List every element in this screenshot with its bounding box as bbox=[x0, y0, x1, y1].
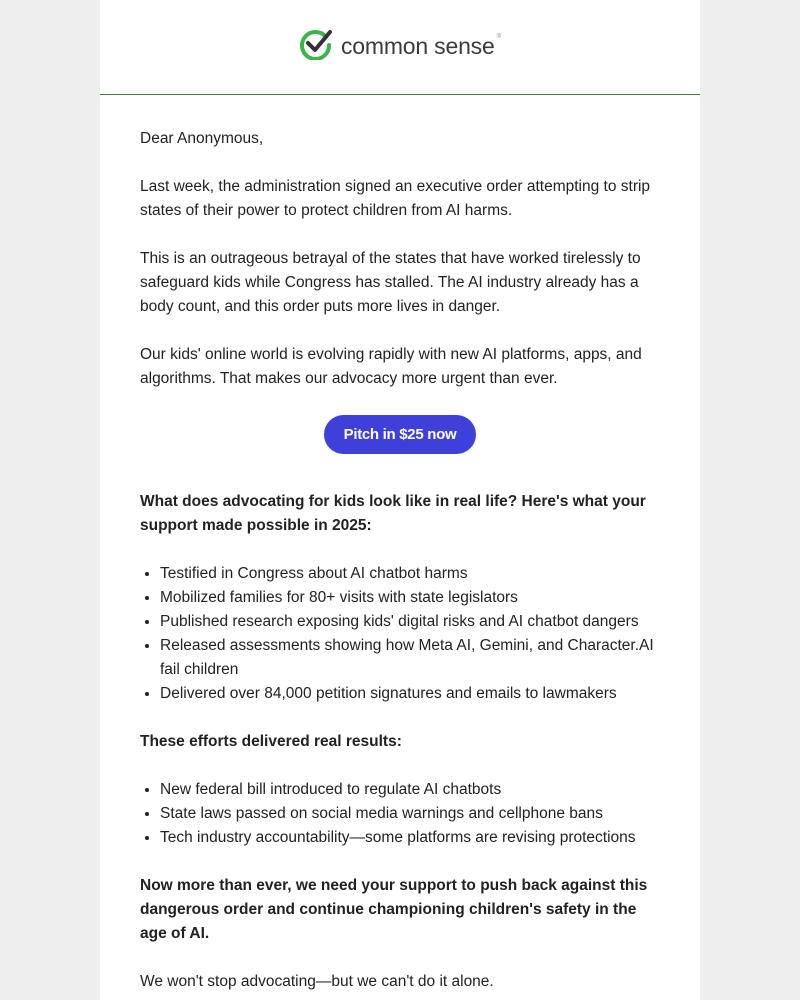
registered-mark: ® bbox=[496, 33, 501, 40]
accomplishments-list bbox=[140, 562, 660, 706]
closing-line: We won't stop advocating—but we can't do it alone. bbox=[140, 973, 494, 990]
list-item: • Mobilized families for 80+ visits with state legislators bbox=[160, 586, 660, 610]
greeting: Dear Anonymous, bbox=[140, 130, 264, 147]
section1-heading: What does advocating for kids look like in real life? Here's what your support made possible in 2025: bbox=[140, 493, 646, 534]
paragraph-3: Our kids' online world is evolving rapidly with new AI platforms, apps, and algorithms. That makes our advocacy more urgent than ever. bbox=[140, 346, 642, 387]
common-sense-logo[interactable] bbox=[299, 28, 501, 65]
brand-name: common sense bbox=[341, 32, 495, 59]
list-item: • Testified in Congress about AI chatbot harms bbox=[160, 562, 660, 586]
list-item: • Released assessments showing how Meta AI, Gemini, and Character.AI fail children bbox=[160, 634, 660, 682]
list-item: • Published research exposing kids' digital risks and AI chatbot dangers bbox=[160, 610, 660, 634]
list-item: • State laws passed on social media warnings and cellphone bans bbox=[160, 802, 660, 826]
email-card bbox=[100, 0, 700, 1000]
email-body bbox=[100, 95, 700, 994]
section2-heading: These efforts delivered real results: bbox=[140, 733, 402, 750]
paragraph-1: Last week, the administration signed an executive order attempting to strip states of their power to protect children from AI harms. bbox=[140, 178, 651, 219]
check-circle-icon bbox=[299, 28, 335, 65]
email-header bbox=[100, 0, 700, 95]
list-item: • Tech industry accountability—some platforms are revising protections bbox=[160, 826, 660, 850]
pitch-in-button[interactable]: Pitch in $25 now bbox=[324, 415, 477, 454]
closing-appeal: Now more than ever, we need your support to push back against this dangerous order and continue championing children's safety in the age of AI. bbox=[140, 877, 648, 942]
list-item: • New federal bill introduced to regulate AI chatbots bbox=[160, 778, 660, 802]
results-list bbox=[140, 778, 660, 850]
paragraph-2: This is an outrageous betrayal of the states that have worked tirelessly to safeguard kids while Congress has stalled. The AI industry already has a body count, and this order puts more lives in danger. bbox=[140, 250, 641, 315]
cta-container bbox=[140, 415, 660, 454]
list-item: • Delivered over 84,000 petition signatures and emails to lawmakers bbox=[160, 682, 660, 706]
